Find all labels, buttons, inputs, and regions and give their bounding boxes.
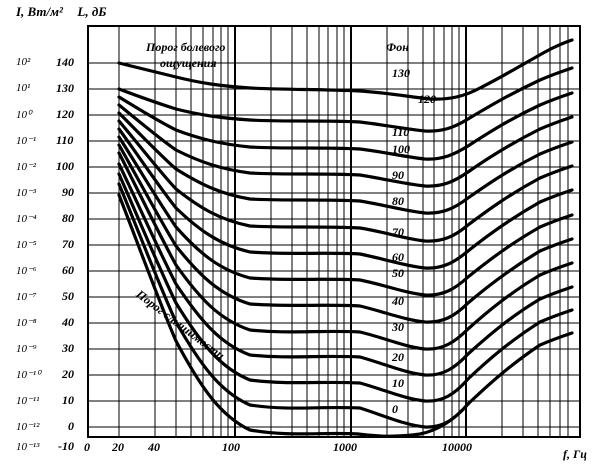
- y-tick-intensity-9: 10⁻⁷: [16, 291, 37, 303]
- y-tick-intensity-13: 10⁻¹¹: [16, 395, 40, 407]
- y-tick-intensity-5: 10⁻³: [16, 187, 37, 199]
- x-tick-100: 100: [222, 440, 240, 454]
- y-tick-db-11: 30: [62, 341, 74, 355]
- curve-label-10: 10: [392, 376, 404, 390]
- y-tick-db-13: 10: [62, 393, 74, 407]
- y-tick-db-0: 140: [56, 55, 74, 69]
- curve-label-20: 20: [392, 350, 404, 364]
- y-tick-db-3: 110: [56, 133, 74, 147]
- y-tick-intensity-3: 10⁻¹: [16, 135, 37, 147]
- y-tick-intensity-8: 10⁻⁶: [16, 265, 37, 277]
- x-axis-title: f, Гц: [563, 447, 587, 461]
- curve-label-50: 50: [392, 266, 404, 280]
- y-tick-intensity-14: 10⁻¹²: [16, 421, 40, 433]
- y-tick-intensity-10: 10⁻⁸: [16, 317, 37, 329]
- curve-label-90: 90: [392, 168, 404, 182]
- x-tick-40: 40: [148, 440, 160, 454]
- curve-label-30: 30: [392, 320, 404, 334]
- y-tick-db-4: 100: [56, 159, 74, 173]
- x-tick-0: 0: [84, 440, 90, 454]
- y-tick-db-2: 120: [56, 107, 74, 121]
- y-tick-intensity-6: 10⁻⁴: [16, 213, 37, 225]
- curve-label-60: 60: [392, 250, 404, 264]
- y-tick-intensity-2: 10⁰: [16, 109, 32, 121]
- pain-threshold-label-line1: Порог болевого: [146, 40, 226, 54]
- y-tick-db-1: 130: [56, 81, 74, 95]
- y-tick-intensity-15: 10⁻¹³: [16, 441, 40, 453]
- y-tick-db-12: 20: [62, 367, 74, 381]
- y-tick-intensity-1: 10¹: [16, 82, 31, 94]
- y-tick-intensity-0: 10²: [16, 56, 31, 68]
- y-tick-db-6: 80: [62, 211, 74, 225]
- hearing-threshold-label: Порог слышимости: [133, 287, 228, 363]
- y-tick-intensity-11: 10⁻⁹: [16, 343, 37, 355]
- phon-label: Фон: [386, 40, 409, 54]
- curve-label-130: 130: [392, 66, 410, 80]
- curve-label-110: 110: [392, 125, 410, 139]
- curve-label-100: 100: [392, 142, 410, 156]
- curve-label-70: 70: [392, 225, 404, 239]
- x-tick-20: 20: [112, 440, 124, 454]
- x-tick-10000: 10000: [442, 440, 472, 454]
- curve-label-120: 120: [418, 92, 436, 106]
- curve-label-0: 0: [392, 402, 398, 416]
- pain-threshold-label-line2: ощущения: [160, 56, 217, 70]
- y-axis-title-level: L, дБ: [77, 4, 107, 19]
- y-tick-db-10: 40: [62, 315, 74, 329]
- y-tick-db-7: 70: [62, 237, 74, 251]
- y-tick-intensity-7: 10⁻⁵: [16, 239, 37, 251]
- y-tick-db-14: 0: [68, 419, 74, 433]
- y-tick-intensity-12: 10⁻¹⁰: [16, 369, 41, 381]
- y-axis-title-intensity: I, Вт/м²: [16, 4, 63, 19]
- y-tick-db-9: 50: [62, 289, 74, 303]
- y-tick-db-8: 60: [62, 263, 74, 277]
- curve-label-40: 40: [392, 294, 404, 308]
- curve-label-80: 80: [392, 194, 404, 208]
- x-tick-1000: 1000: [333, 440, 357, 454]
- y-tick-db-15: -10: [58, 439, 74, 453]
- y-tick-db-5: 90: [62, 185, 74, 199]
- y-tick-intensity-4: 10⁻²: [16, 161, 37, 173]
